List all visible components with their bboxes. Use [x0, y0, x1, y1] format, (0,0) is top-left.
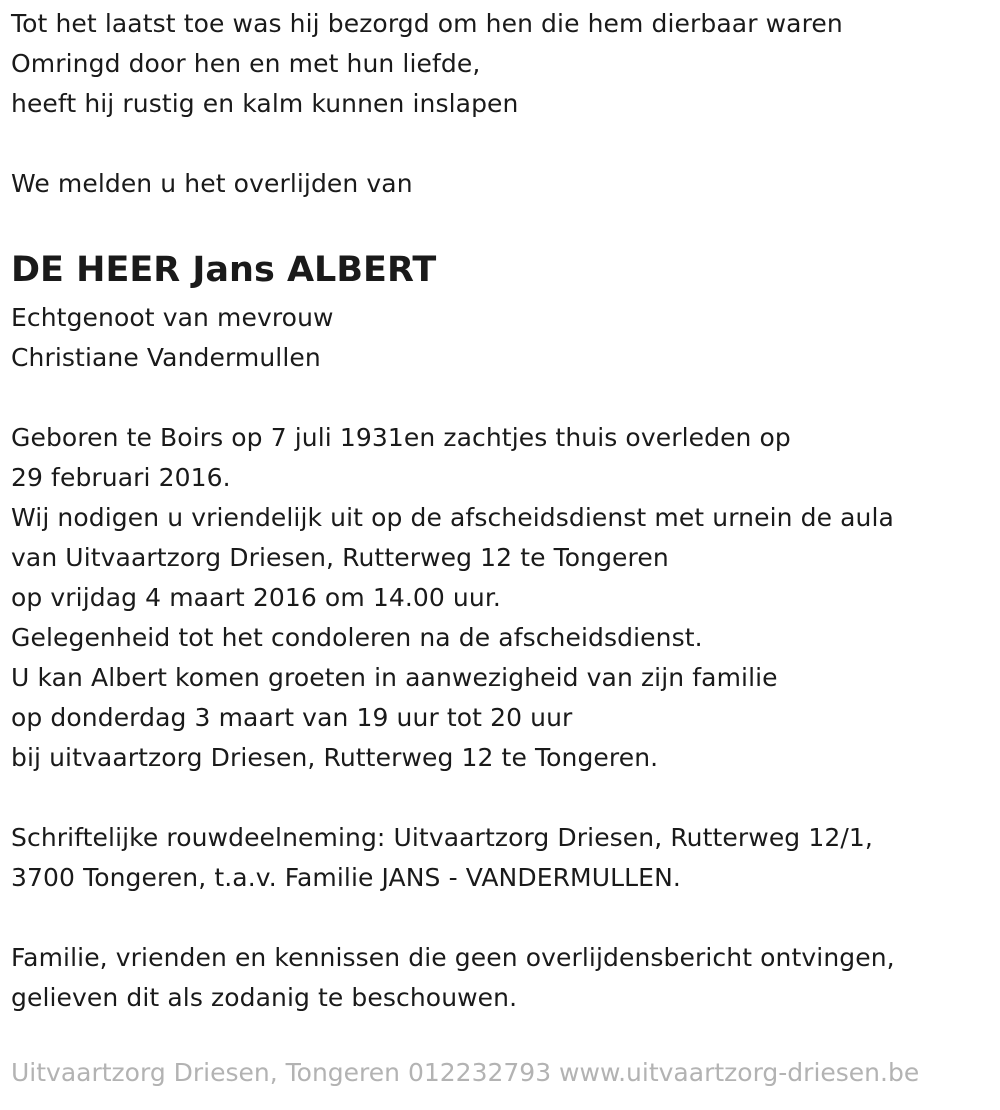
footer-contact: Uitvaartzorg Driesen, Tongeren 012232793 www.uitvaartzorg-driesen.be [11, 1058, 920, 1087]
details-line: op donderdag 3 maart van 19 uur tot 20 uur [11, 703, 573, 732]
spacer [11, 378, 996, 418]
condolence-line: 3700 Tongeren, t.a.v. Familie JANS - VANDERMULLEN. [11, 863, 681, 892]
spacer [11, 898, 996, 938]
closing-line: Familie, vrienden en kennissen die geen overlijdensbericht ontvingen, [11, 943, 895, 972]
obituary-notice [11, 4, 996, 1018]
closing-line: gelieven dit als zodanig te beschouwen. [11, 983, 518, 1012]
spouse-line-2: Christiane Vandermullen [11, 343, 321, 372]
details-line: U kan Albert komen groeten in aanwezigheid van zijn familie [11, 663, 778, 692]
spacer [11, 778, 996, 818]
details-line: Geboren te Boirs op 7 juli 1931en zachtjes thuis overleden op [11, 423, 791, 452]
condolence-line: Schriftelijke rouwdeelneming: Uitvaartzorg Driesen, Rutterweg 12/1, [11, 823, 873, 852]
spacer [11, 124, 996, 164]
intro-line-2: Omringd door hen en met hun liefde, [11, 49, 481, 78]
intro-line-3: heeft hij rustig en kalm kunnen inslapen [11, 89, 519, 118]
details-line: 29 februari 2016. [11, 463, 231, 492]
spacer [11, 204, 996, 244]
spouse-line-1: Echtgenoot van mevrouw [11, 303, 334, 332]
details-line: bij uitvaartzorg Driesen, Rutterweg 12 te Tongeren. [11, 743, 659, 772]
announcement-text: We melden u het overlijden van [11, 169, 413, 198]
details-line: op vrijdag 4 maart 2016 om 14.00 uur. [11, 583, 501, 612]
details-line: van Uitvaartzorg Driesen, Rutterweg 12 te Tongeren [11, 543, 669, 572]
deceased-name: DE HEER Jans ALBERT [11, 250, 437, 290]
details-line: Wij nodigen u vriendelijk uit op de afscheidsdienst met urnein de aula [11, 503, 894, 532]
intro-line-1: Tot het laatst toe was hij bezorgd om hen die hem dierbaar waren [11, 9, 843, 38]
details-line: Gelegenheid tot het condoleren na de afscheidsdienst. [11, 623, 703, 652]
